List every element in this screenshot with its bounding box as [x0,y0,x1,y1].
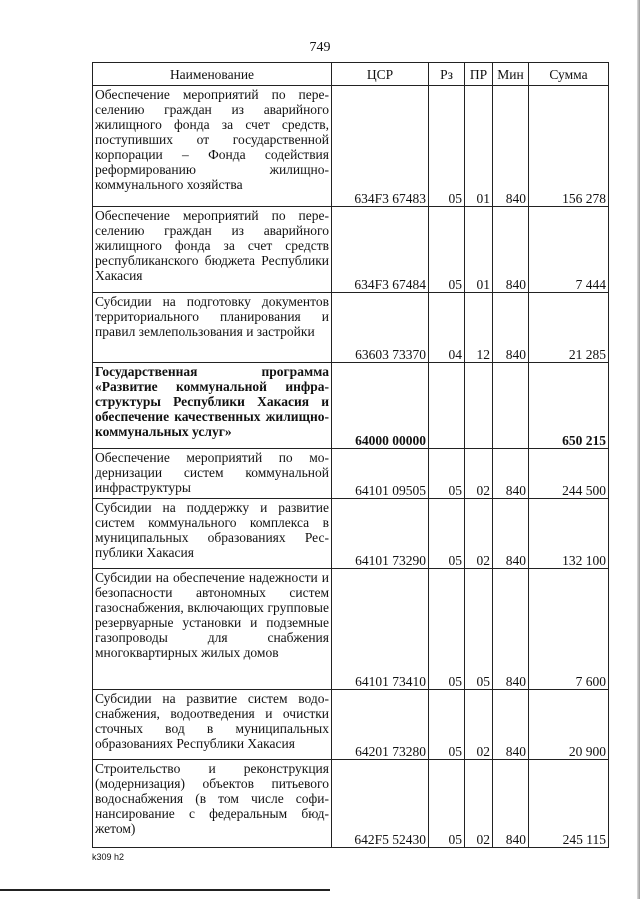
row-min: 840 [493,293,529,363]
row-sum: 7 600 [529,569,609,690]
row-sum: 21 285 [529,293,609,363]
row-pr: 02 [465,499,493,569]
row-sum: 20 900 [529,690,609,760]
document-code: k309 h2 [92,852,125,862]
row-name: Обеспечение мероприятий по переселению граждан из аварийного жилищного фонда за счет средств республиканского бюджета Республики Хакасия [93,207,332,293]
row-pr: 02 [465,690,493,760]
row-pr: 05 [465,569,493,690]
row-sum: 132 100 [529,499,609,569]
row-name: Государственная программа «Развитие коммунальной инфраструктуры Республики Хакасия и обеспечение качественных жилищно-коммунальных услуг» [93,363,332,449]
row-rz: 05 [429,569,465,690]
row-min: 840 [493,86,529,207]
header-min: Мин [493,63,529,86]
row-csr: 64101 73410 [332,569,429,690]
row-csr: 634F3 67484 [332,207,429,293]
row-pr: 12 [465,293,493,363]
table-row [93,760,609,848]
table-row [93,690,609,760]
row-rz: 05 [429,690,465,760]
page-number: 749 [309,40,331,55]
header-name: Наименование [93,63,332,86]
table-row [93,569,609,690]
row-min: 840 [493,690,529,760]
table-row [93,499,609,569]
row-min: 840 [493,569,529,690]
row-pr: 01 [465,207,493,293]
row-name: Субсидии на подготовку документов территориального планирования и правил землепользования и застройки [93,293,332,363]
row-pr: 02 [465,449,493,499]
table-header-row [93,63,609,86]
row-min: 840 [493,760,529,848]
row-sum: 650 215 [529,363,609,449]
row-sum: 245 115 [529,760,609,848]
row-min: 840 [493,449,529,499]
table-row [93,86,609,207]
row-csr: 63603 73370 [332,293,429,363]
row-min: 840 [493,499,529,569]
row-csr: 634F3 67483 [332,86,429,207]
row-rz: 05 [429,449,465,499]
row-rz: 05 [429,499,465,569]
row-rz: 05 [429,86,465,207]
row-pr: 01 [465,86,493,207]
header-rz: Рз [429,63,465,86]
row-rz: 05 [429,207,465,293]
row-rz: 05 [429,760,465,848]
scan-artifact-line [0,889,330,891]
row-sum: 244 500 [529,449,609,499]
table-row [93,207,609,293]
row-name: Обеспечение мероприятий по модернизации систем коммунальной инфраструктуры [93,449,332,499]
table-row-program [93,363,609,449]
header-pr: ПР [465,63,493,86]
header-sum: Сумма [529,63,609,86]
row-csr: 642F5 52430 [332,760,429,848]
row-sum: 156 278 [529,86,609,207]
row-csr: 64101 73290 [332,499,429,569]
row-name: Обеспечение мероприятий по переселению граждан из аварийного жилищного фонда за счет средств, поступивших от государственной корпорации – Фонда содействия реформированию жилищно-коммунального хозяйства [93,86,332,207]
table-row [93,293,609,363]
row-pr: 02 [465,760,493,848]
row-csr: 64101 09505 [332,449,429,499]
row-pr [465,363,493,449]
budget-table [92,62,609,848]
row-name: Строительство и реконструкция (модернизация) объектов питьевого водоснабжения (в том числе софинансирование с федеральным бюджетом) [93,760,332,848]
row-sum: 7 444 [529,207,609,293]
row-rz: 04 [429,293,465,363]
row-csr: 64000 00000 [332,363,429,449]
row-name: Субсидии на развитие систем водоснабжения, водоотведения и очистки сточных вод в муниципальных образованиях Республики Хакасия [93,690,332,760]
table-row [93,449,609,499]
row-min [493,363,529,449]
row-min: 840 [493,207,529,293]
row-csr: 64201 73280 [332,690,429,760]
row-name: Субсидии на обеспечение надежности и безопасности автономных систем газоснабжения, включающих групповые резервуарные установки и подземные газопроводы для снабжения многоквартирных жилых домов [93,569,332,690]
row-rz [429,363,465,449]
row-name: Субсидии на поддержку и развитие систем коммунального комплекса в муниципальных образованиях Республики Хакасия [93,499,332,569]
header-csr: ЦСР [332,63,429,86]
